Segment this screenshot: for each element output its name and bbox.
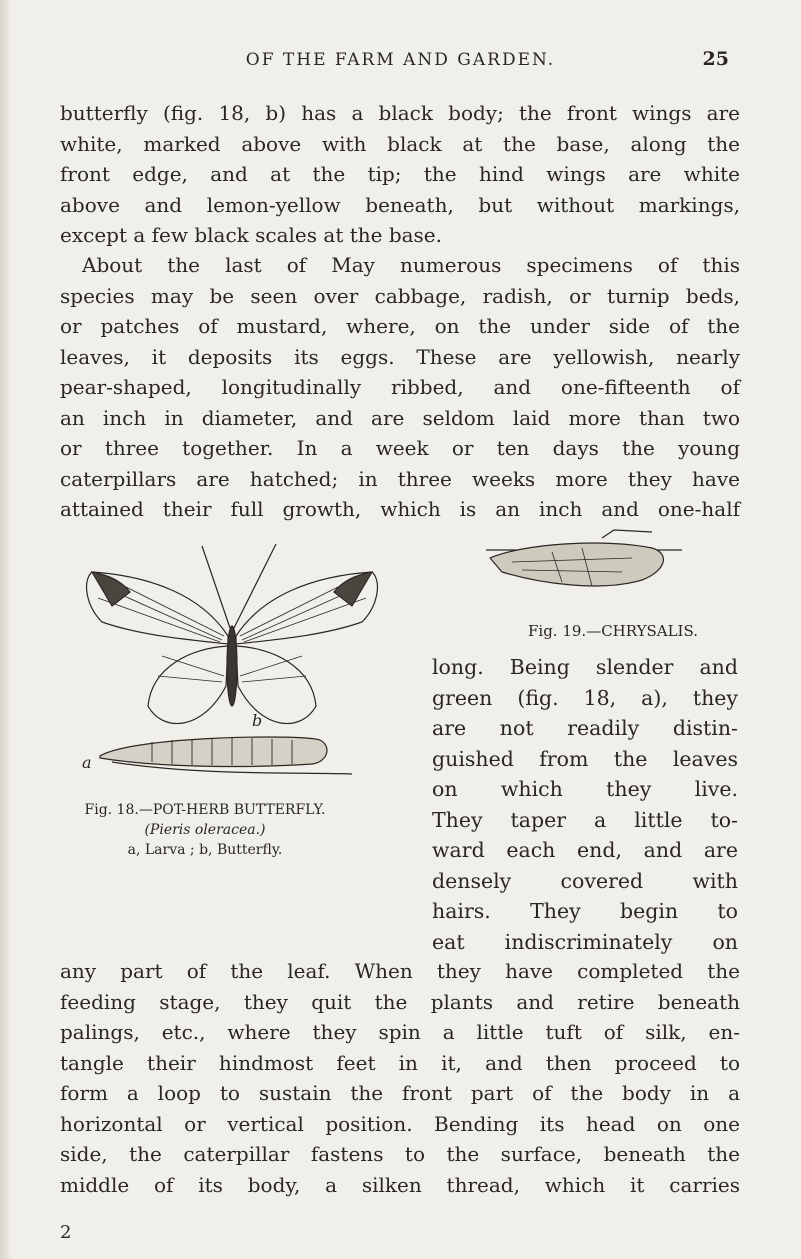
text-line: ward each end, and are [432,838,738,862]
text-line: palings, etc., where they spin a little tuft of silk, en- [60,1020,740,1044]
left-wingtip-marking [92,572,130,606]
text-line: form a loop to sustain the front part of the body in a [60,1081,740,1105]
text-line: species may be seen over cabbage, radish, or turnip beds, [60,283,740,308]
text-line: or patches of mustard, where, on the under side of the [60,314,740,338]
fig18-caption-title: Fig. 18.—POT-HERB BUTTERFLY. [84,802,326,818]
text-line: long. Being slender and [432,655,738,679]
silk-thread [602,530,652,538]
page-number: 25 [702,48,729,70]
text-line: front edge, and at the tip; the hind wings are white [60,162,740,186]
page-binding-shadow [0,0,12,1259]
fig19-caption: Fig. 19.—CHRYSALIS. [528,622,698,640]
fig18-label-a: a [82,753,92,772]
text-line: white, marked above with black at the base, along the [60,131,740,156]
running-title: OF THE FARM AND GARDEN. [245,50,556,70]
text-line: guished from the leaves [432,746,738,771]
side-text-column [432,652,738,957]
right-antenna [234,544,276,628]
text-line: horizontal or vertical position. Bending its head on one [60,1111,740,1136]
text-line: above and lemon-yellow beneath, but without markings, [60,192,740,217]
text-line: caterpillars are hatched; in three weeks more they have [60,466,740,491]
text-line: They taper a little to- [432,807,738,832]
chrysalis-illustration [482,528,692,614]
text-line: on which they live. [432,777,738,801]
fig18-caption-species: (Pieris oleracea.) [144,822,266,838]
text-line: except a few black scales at the base. [60,223,443,247]
right-wingtip-marking [334,572,372,606]
left-hindwing [148,646,228,724]
text-line: densely covered with [432,868,738,893]
text-line: any part of the leaf. When they have completed the [60,959,740,983]
text-line: butterfly (fig. 18, b) has a black body; the front wings are [60,101,740,125]
right-hindwing [236,646,316,724]
butterfly-body [227,626,237,706]
text-line: About the last of May numerous specimens of this [82,253,740,277]
text-line: hairs. They begin to [432,899,738,923]
butterfly-drawing [87,544,378,724]
paragraph-1 [60,98,740,251]
text-line: leaves, it deposits its eggs. These are yellowish, nearly [60,344,740,369]
paragraph-3 [60,956,740,1200]
text-line: an inch in diameter, and are seldom laid more than two [60,405,740,430]
fig18-caption [40,800,370,860]
text-line: middle of its body, a silken thread, which it carries [60,1172,740,1197]
larva-body [100,737,327,766]
butterfly-larva-illustration [52,536,412,796]
text-line: or three together. In a week or ten days the young [60,436,740,460]
text-line: pear-shaped, longitudinally ribbed, and one-fifteenth of [60,375,740,399]
paragraph-2 [60,250,740,525]
text-line: green (fig. 18, a), they [432,685,738,710]
printer-signature: 2 [60,1222,72,1243]
larva-drawing [100,737,352,774]
fig18-caption-legend: a, Larva ; b, Butterfly. [127,842,283,858]
left-antenna [202,546,230,628]
page-header [0,50,801,74]
text-line: are not readily distin- [432,716,738,740]
text-line: attained their full growth, which is an inch and one-half [60,497,740,521]
fig18-label-b: b [252,711,263,730]
text-line: tangle their hindmost feet in it, and then proceed to [60,1050,740,1075]
text-line: feeding stage, they quit the plants and retire beneath [60,989,740,1014]
text-line: side, the caterpillar fastens to the surface, beneath the [60,1142,740,1166]
text-line: eat indiscriminately on [432,929,738,954]
